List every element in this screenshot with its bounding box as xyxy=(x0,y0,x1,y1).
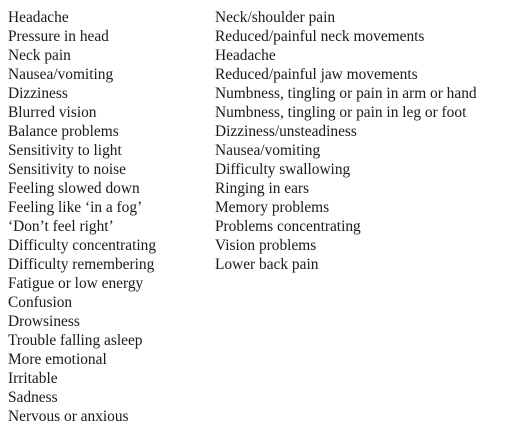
left-symptom-list xyxy=(8,8,208,426)
list-item: More emotional xyxy=(8,351,107,368)
list-item: Dizziness xyxy=(8,85,68,102)
list-item: Headache xyxy=(215,47,276,64)
list-item: Nausea/vomiting xyxy=(8,66,114,83)
list-item: Balance problems xyxy=(8,123,119,140)
list-item: Problems concentrating xyxy=(215,218,361,235)
list-item: Headache xyxy=(8,9,69,26)
list-item: Sensitivity to noise xyxy=(8,161,126,178)
list-item: Reduced/painful jaw movements xyxy=(215,66,418,83)
list-item: Dizziness/unsteadiness xyxy=(215,123,357,140)
list-item: Feeling slowed down xyxy=(8,180,140,197)
list-item: Fatigue or low energy xyxy=(8,275,144,292)
list-item: Trouble falling asleep xyxy=(8,332,143,349)
list-item: Neck/shoulder pain xyxy=(215,9,336,26)
list-item: Difficulty concentrating xyxy=(8,237,157,254)
list-item: Confusion xyxy=(8,294,73,311)
list-item: Blurred vision xyxy=(8,104,97,121)
list-item: Numbness, tingling or pain in arm or hand xyxy=(215,85,477,102)
list-item: Memory problems xyxy=(215,199,330,216)
list-item: Ringing in ears xyxy=(215,180,310,197)
list-item: Pressure in head xyxy=(8,28,109,45)
list-item: Difficulty swallowing xyxy=(215,161,351,178)
list-item: Difficulty remembering xyxy=(8,256,155,273)
list-item: Vision problems xyxy=(215,237,317,254)
list-item: Sensitivity to light xyxy=(8,142,122,159)
list-item: Neck pain xyxy=(8,47,71,64)
list-item: Drowsiness xyxy=(8,313,80,330)
list-item: Lower back pain xyxy=(215,256,319,273)
list-item: Numbness, tingling or pain in leg or foot xyxy=(215,104,467,121)
list-item: Sadness xyxy=(8,389,58,406)
list-item: ‘Don’t feel right’ xyxy=(8,218,114,235)
right-symptom-list xyxy=(215,8,513,274)
list-item: Reduced/painful neck movements xyxy=(215,28,425,45)
list-item: Feeling like ‘in a fog’ xyxy=(8,199,143,216)
list-item: Irritable xyxy=(8,370,58,387)
list-item: Nervous or anxious xyxy=(8,408,129,425)
list-item: Nausea/vomiting xyxy=(215,142,321,159)
